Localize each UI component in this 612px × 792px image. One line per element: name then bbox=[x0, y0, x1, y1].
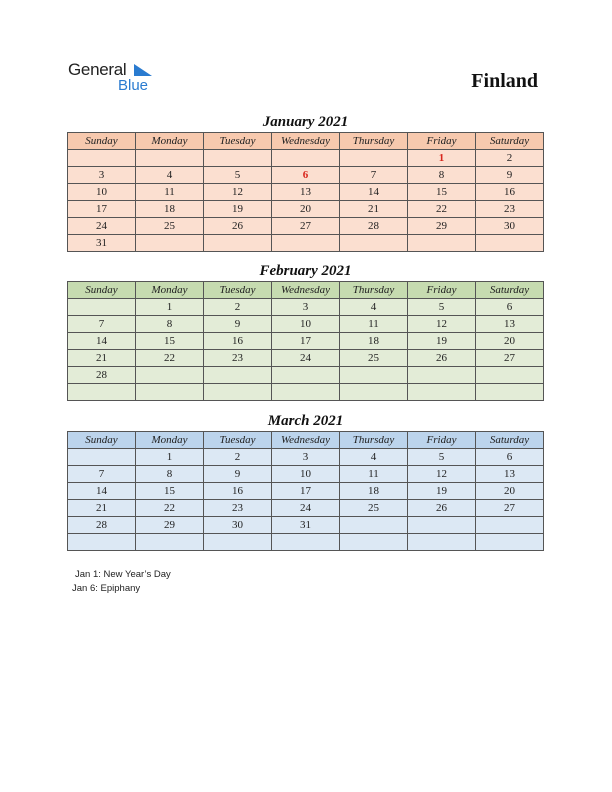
day-cell: 24 bbox=[68, 218, 136, 235]
day-cell: 26 bbox=[408, 350, 476, 367]
day-cell: 23 bbox=[204, 500, 272, 517]
day-cell: 15 bbox=[136, 483, 204, 500]
week-row bbox=[68, 333, 544, 350]
empty-day-cell bbox=[136, 235, 204, 252]
day-cell: 19 bbox=[408, 483, 476, 500]
calendar-grid bbox=[67, 431, 544, 551]
day-cell: 20 bbox=[272, 201, 340, 218]
empty-day-cell bbox=[204, 384, 272, 401]
week-row bbox=[68, 449, 544, 466]
week-row bbox=[68, 167, 544, 184]
day-cell: 25 bbox=[136, 218, 204, 235]
month-january bbox=[67, 112, 544, 252]
day-cell: 7 bbox=[68, 316, 136, 333]
empty-day-cell bbox=[136, 367, 204, 384]
day-cell: 29 bbox=[136, 517, 204, 534]
empty-day-cell bbox=[476, 534, 544, 551]
day-cell: 3 bbox=[272, 299, 340, 316]
empty-day-cell bbox=[136, 534, 204, 551]
day-cell: 25 bbox=[340, 350, 408, 367]
weekday-header: Tuesday bbox=[204, 282, 272, 299]
day-cell: 11 bbox=[340, 316, 408, 333]
day-cell: 18 bbox=[136, 201, 204, 218]
day-cell: 20 bbox=[476, 483, 544, 500]
day-cell: 14 bbox=[340, 184, 408, 201]
logo-text-general: General bbox=[68, 60, 127, 79]
day-cell: 23 bbox=[476, 201, 544, 218]
day-cell: 12 bbox=[204, 184, 272, 201]
day-cell: 28 bbox=[68, 517, 136, 534]
day-cell: 22 bbox=[136, 350, 204, 367]
day-cell: 30 bbox=[204, 517, 272, 534]
day-cell: 4 bbox=[340, 449, 408, 466]
day-cell: 12 bbox=[408, 466, 476, 483]
month-title: March 2021 bbox=[267, 413, 344, 429]
empty-day-cell bbox=[68, 299, 136, 316]
day-cell: 2 bbox=[204, 299, 272, 316]
week-row bbox=[68, 534, 544, 551]
weekday-header-row bbox=[68, 133, 544, 150]
day-cell: 8 bbox=[136, 466, 204, 483]
empty-day-cell bbox=[340, 235, 408, 252]
day-cell: 4 bbox=[340, 299, 408, 316]
empty-day-cell bbox=[408, 534, 476, 551]
weekday-header: Sunday bbox=[68, 133, 136, 150]
day-cell: 3 bbox=[68, 167, 136, 184]
day-cell: 22 bbox=[408, 201, 476, 218]
holiday-notes bbox=[72, 568, 171, 596]
empty-day-cell bbox=[476, 235, 544, 252]
empty-day-cell bbox=[68, 384, 136, 401]
day-cell: 14 bbox=[68, 483, 136, 500]
day-cell: 27 bbox=[272, 218, 340, 235]
empty-day-cell bbox=[272, 384, 340, 401]
weekday-header: Tuesday bbox=[204, 133, 272, 150]
day-cell: 13 bbox=[476, 466, 544, 483]
empty-day-cell bbox=[340, 517, 408, 534]
day-cell: 30 bbox=[476, 218, 544, 235]
day-cell: 7 bbox=[340, 167, 408, 184]
week-row bbox=[68, 150, 544, 167]
empty-day-cell bbox=[340, 534, 408, 551]
week-row bbox=[68, 235, 544, 252]
day-cell: 31 bbox=[68, 235, 136, 252]
day-cell: 15 bbox=[408, 184, 476, 201]
day-cell: 5 bbox=[204, 167, 272, 184]
day-cell: 6 bbox=[476, 299, 544, 316]
day-cell: 13 bbox=[476, 316, 544, 333]
day-cell: 9 bbox=[476, 167, 544, 184]
empty-day-cell bbox=[272, 235, 340, 252]
day-cell: 3 bbox=[272, 449, 340, 466]
weekday-header: Thursday bbox=[340, 133, 408, 150]
empty-day-cell bbox=[340, 150, 408, 167]
holiday-note: Jan 6: Epiphany bbox=[72, 583, 141, 594]
empty-day-cell bbox=[340, 384, 408, 401]
day-cell: 16 bbox=[204, 483, 272, 500]
empty-day-cell bbox=[204, 150, 272, 167]
day-cell: 21 bbox=[340, 201, 408, 218]
weekday-header: Thursday bbox=[340, 432, 408, 449]
day-cell: 13 bbox=[272, 184, 340, 201]
day-cell: 6 bbox=[272, 167, 340, 184]
week-row bbox=[68, 316, 544, 333]
month-february bbox=[67, 261, 544, 401]
day-cell: 9 bbox=[204, 466, 272, 483]
day-cell: 1 bbox=[136, 299, 204, 316]
day-cell: 16 bbox=[204, 333, 272, 350]
empty-day-cell bbox=[68, 534, 136, 551]
day-cell: 8 bbox=[136, 316, 204, 333]
weekday-header: Monday bbox=[136, 133, 204, 150]
week-row bbox=[68, 201, 544, 218]
empty-day-cell bbox=[68, 150, 136, 167]
day-cell: 8 bbox=[408, 167, 476, 184]
day-cell: 23 bbox=[204, 350, 272, 367]
day-cell: 15 bbox=[136, 333, 204, 350]
day-cell: 27 bbox=[476, 350, 544, 367]
day-cell: 18 bbox=[340, 333, 408, 350]
logo-triangle-icon bbox=[134, 64, 154, 78]
day-cell: 17 bbox=[68, 201, 136, 218]
generalblue-logo bbox=[68, 60, 168, 96]
empty-day-cell bbox=[204, 534, 272, 551]
week-row bbox=[68, 367, 544, 384]
weekday-header: Saturday bbox=[476, 282, 544, 299]
day-cell: 19 bbox=[204, 201, 272, 218]
month-title: January 2021 bbox=[262, 114, 349, 130]
day-cell: 16 bbox=[476, 184, 544, 201]
day-cell: 26 bbox=[408, 500, 476, 517]
weekday-header: Sunday bbox=[68, 432, 136, 449]
empty-day-cell bbox=[272, 367, 340, 384]
week-row bbox=[68, 500, 544, 517]
week-row bbox=[68, 384, 544, 401]
weekday-header: Wednesday bbox=[272, 133, 340, 150]
day-cell: 1 bbox=[408, 150, 476, 167]
empty-day-cell bbox=[136, 384, 204, 401]
logo-text-blue: Blue bbox=[118, 77, 149, 94]
country-title: Finland bbox=[471, 70, 538, 92]
month-march bbox=[67, 411, 544, 551]
empty-day-cell bbox=[408, 235, 476, 252]
day-cell: 28 bbox=[340, 218, 408, 235]
day-cell: 12 bbox=[408, 316, 476, 333]
day-cell: 9 bbox=[204, 316, 272, 333]
day-cell: 10 bbox=[68, 184, 136, 201]
day-cell: 6 bbox=[476, 449, 544, 466]
week-row bbox=[68, 350, 544, 367]
empty-day-cell bbox=[408, 517, 476, 534]
calendar-grid bbox=[67, 132, 544, 252]
day-cell: 26 bbox=[204, 218, 272, 235]
weekday-header: Friday bbox=[408, 432, 476, 449]
empty-day-cell bbox=[204, 367, 272, 384]
week-row bbox=[68, 517, 544, 534]
empty-day-cell bbox=[204, 235, 272, 252]
day-cell: 11 bbox=[340, 466, 408, 483]
weekday-header: Saturday bbox=[476, 432, 544, 449]
weekday-header: Sunday bbox=[68, 282, 136, 299]
day-cell: 25 bbox=[340, 500, 408, 517]
day-cell: 21 bbox=[68, 350, 136, 367]
week-row bbox=[68, 184, 544, 201]
weekday-header: Tuesday bbox=[204, 432, 272, 449]
day-cell: 5 bbox=[408, 299, 476, 316]
weekday-header: Monday bbox=[136, 432, 204, 449]
day-cell: 24 bbox=[272, 350, 340, 367]
weekday-header: Saturday bbox=[476, 133, 544, 150]
weekday-header: Monday bbox=[136, 282, 204, 299]
week-row bbox=[68, 299, 544, 316]
day-cell: 24 bbox=[272, 500, 340, 517]
day-cell: 31 bbox=[272, 517, 340, 534]
weekday-header: Thursday bbox=[340, 282, 408, 299]
day-cell: 14 bbox=[68, 333, 136, 350]
weekday-header: Wednesday bbox=[272, 282, 340, 299]
calendar-grid bbox=[67, 281, 544, 401]
day-cell: 10 bbox=[272, 466, 340, 483]
weekday-header: Friday bbox=[408, 133, 476, 150]
empty-day-cell bbox=[68, 449, 136, 466]
weekday-header-row bbox=[68, 432, 544, 449]
empty-day-cell bbox=[340, 367, 408, 384]
day-cell: 1 bbox=[136, 449, 204, 466]
day-cell: 10 bbox=[272, 316, 340, 333]
empty-day-cell bbox=[476, 384, 544, 401]
day-cell: 19 bbox=[408, 333, 476, 350]
weekday-header-row bbox=[68, 282, 544, 299]
holiday-note: Jan 1: New Year’s Day bbox=[75, 569, 171, 580]
day-cell: 22 bbox=[136, 500, 204, 517]
empty-day-cell bbox=[272, 150, 340, 167]
empty-day-cell bbox=[272, 534, 340, 551]
week-row bbox=[68, 466, 544, 483]
day-cell: 28 bbox=[68, 367, 136, 384]
empty-day-cell bbox=[408, 367, 476, 384]
empty-day-cell bbox=[136, 150, 204, 167]
week-row bbox=[68, 218, 544, 235]
day-cell: 21 bbox=[68, 500, 136, 517]
day-cell: 20 bbox=[476, 333, 544, 350]
day-cell: 4 bbox=[136, 167, 204, 184]
day-cell: 7 bbox=[68, 466, 136, 483]
day-cell: 29 bbox=[408, 218, 476, 235]
empty-day-cell bbox=[408, 384, 476, 401]
weekday-header: Wednesday bbox=[272, 432, 340, 449]
day-cell: 11 bbox=[136, 184, 204, 201]
empty-day-cell bbox=[476, 517, 544, 534]
day-cell: 18 bbox=[340, 483, 408, 500]
day-cell: 17 bbox=[272, 333, 340, 350]
week-row bbox=[68, 483, 544, 500]
weekday-header: Friday bbox=[408, 282, 476, 299]
empty-day-cell bbox=[476, 367, 544, 384]
day-cell: 2 bbox=[476, 150, 544, 167]
day-cell: 27 bbox=[476, 500, 544, 517]
day-cell: 2 bbox=[204, 449, 272, 466]
month-title: February 2021 bbox=[259, 263, 352, 279]
day-cell: 17 bbox=[272, 483, 340, 500]
day-cell: 5 bbox=[408, 449, 476, 466]
